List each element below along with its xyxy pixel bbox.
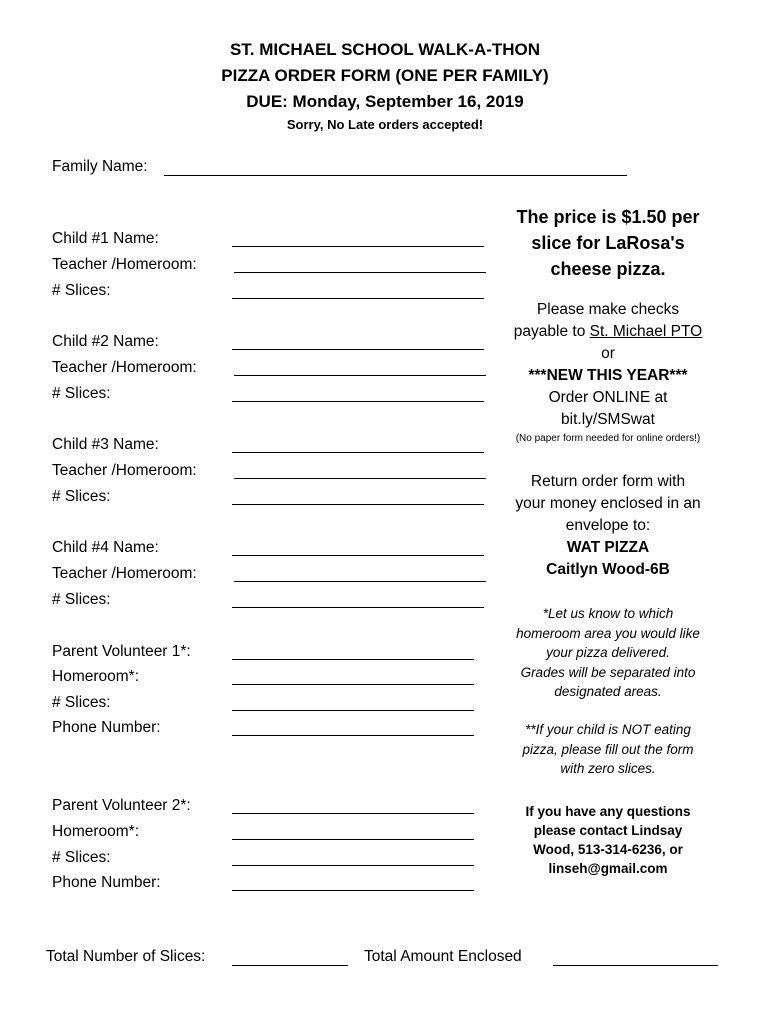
homeroom-note bbox=[492, 604, 724, 702]
late-notice: Sorry, No Late orders accepted! bbox=[286, 117, 484, 132]
volunteer1-homeroom-label: Homeroom*: bbox=[52, 668, 139, 685]
total-amount-label: Total Amount Enclosed bbox=[364, 948, 522, 965]
child1-teacher-label: Teacher /Homeroom: bbox=[52, 256, 197, 273]
child2-teacher-label: Teacher /Homeroom: bbox=[52, 359, 197, 376]
child3-teacher-label: Teacher /Homeroom: bbox=[52, 462, 197, 479]
volunteer2-homeroom-label: Homeroom*: bbox=[52, 823, 139, 840]
online-note: (No paper form needed for online orders!) bbox=[515, 433, 701, 444]
price-info bbox=[492, 204, 724, 282]
return-line-3: envelope to: bbox=[565, 517, 651, 534]
note1-line-4: Grades will be separated into bbox=[520, 664, 696, 680]
volunteer1-phone-label: Phone Number: bbox=[52, 719, 161, 736]
child3-slices-field[interactable] bbox=[232, 504, 484, 505]
total-amount-field[interactable] bbox=[553, 965, 718, 966]
child1-name-label: Child #1 Name: bbox=[52, 230, 159, 247]
note2-line-3: with zero slices. bbox=[560, 761, 656, 776]
volunteer1-name-field[interactable] bbox=[232, 659, 474, 660]
checks-prefix: payable to bbox=[513, 323, 590, 340]
volunteer1-name-label: Parent Volunteer 1*: bbox=[52, 643, 191, 660]
child4-teacher-field[interactable] bbox=[234, 581, 486, 582]
note2-line-1: **If your child is NOT eating bbox=[525, 722, 691, 737]
note1-line-2: homeroom area you would like bbox=[516, 625, 700, 641]
volunteer2-slices-label: # Slices: bbox=[52, 849, 111, 866]
child3-teacher-field[interactable] bbox=[234, 478, 486, 479]
order-url: bit.ly/SMSwat bbox=[561, 411, 655, 428]
child2-name-label: Child #2 Name: bbox=[52, 333, 159, 350]
child1-slices-field[interactable] bbox=[232, 298, 484, 299]
child4-name-label: Child #4 Name: bbox=[52, 539, 159, 556]
note2-line-2: pizza, please fill out the form bbox=[522, 741, 694, 757]
volunteer2-homeroom-field[interactable] bbox=[232, 839, 474, 840]
child4-slices-label: # Slices: bbox=[52, 591, 111, 608]
price-line-3: cheese pizza. bbox=[550, 259, 666, 279]
volunteer1-slices-label: # Slices: bbox=[52, 694, 111, 711]
child1-slices-label: # Slices: bbox=[52, 282, 111, 299]
recipient: Caitlyn Wood-6B bbox=[546, 561, 670, 578]
child2-slices-field[interactable] bbox=[232, 401, 484, 402]
check-payee: St. Michael PTO bbox=[589, 323, 703, 340]
wat-pizza: WAT PIZZA bbox=[566, 539, 650, 556]
family-name-label: Family Name: bbox=[52, 158, 148, 175]
checks-line-2 bbox=[492, 321, 724, 343]
child4-name-field[interactable] bbox=[232, 555, 484, 556]
contact-line-3: Wood, 513-314-6236, or bbox=[533, 842, 683, 857]
child4-slices-field[interactable] bbox=[232, 607, 484, 608]
child1-teacher-field[interactable] bbox=[234, 272, 486, 273]
child3-slices-label: # Slices: bbox=[52, 488, 111, 505]
new-this-year: ***NEW THIS YEAR*** bbox=[528, 367, 688, 384]
order-online-text: Order ONLINE at bbox=[548, 389, 668, 406]
form-title: ST. MICHAEL SCHOOL WALK-A-THON bbox=[229, 40, 541, 59]
return-line-2: your money enclosed in an bbox=[515, 495, 701, 512]
volunteer2-phone-label: Phone Number: bbox=[52, 874, 161, 891]
or-text: or bbox=[601, 345, 615, 362]
zero-slices-note bbox=[492, 720, 724, 779]
child2-slices-label: # Slices: bbox=[52, 385, 111, 402]
volunteer1-phone-field[interactable] bbox=[232, 735, 474, 736]
volunteer2-name-field[interactable] bbox=[232, 813, 474, 814]
volunteer1-homeroom-field[interactable] bbox=[232, 684, 474, 685]
volunteer2-name-label: Parent Volunteer 2*: bbox=[52, 797, 191, 814]
child4-teacher-label: Teacher /Homeroom: bbox=[52, 565, 197, 582]
price-line-2: slice for LaRosa's bbox=[531, 233, 685, 253]
child3-name-field[interactable] bbox=[232, 452, 484, 453]
payment-info bbox=[492, 299, 724, 446]
note1-line-1: *Let us know to which bbox=[542, 606, 674, 621]
contact-line-4: linseh@gmail.com bbox=[548, 861, 668, 876]
volunteer2-phone-field[interactable] bbox=[232, 890, 474, 891]
checks-line-1: Please make checks bbox=[536, 301, 680, 318]
note1-line-5: designated areas. bbox=[554, 684, 662, 699]
child2-teacher-field[interactable] bbox=[234, 375, 486, 376]
child2-name-field[interactable] bbox=[232, 349, 484, 350]
form-subtitle: PIZZA ORDER FORM (ONE PER FAMILY) bbox=[221, 66, 549, 85]
due-date: DUE: Monday, September 16, 2019 bbox=[246, 92, 524, 111]
return-line-1: Return order form with bbox=[530, 473, 686, 490]
family-name-field[interactable] bbox=[164, 175, 627, 176]
total-slices-label: Total Number of Slices: bbox=[46, 948, 206, 965]
child1-name-field[interactable] bbox=[232, 246, 484, 247]
contact-line-2: please contact Lindsay bbox=[533, 823, 683, 838]
return-info bbox=[492, 471, 724, 581]
child3-name-label: Child #3 Name: bbox=[52, 436, 159, 453]
volunteer2-slices-field[interactable] bbox=[232, 865, 474, 866]
total-slices-field[interactable] bbox=[232, 965, 348, 966]
contact-line-1: If you have any questions bbox=[525, 804, 691, 819]
note1-line-3: your pizza delivered. bbox=[546, 645, 670, 660]
volunteer1-slices-field[interactable] bbox=[232, 710, 474, 711]
contact-info bbox=[492, 802, 724, 878]
price-line-1: The price is $1.50 per bbox=[516, 207, 700, 227]
